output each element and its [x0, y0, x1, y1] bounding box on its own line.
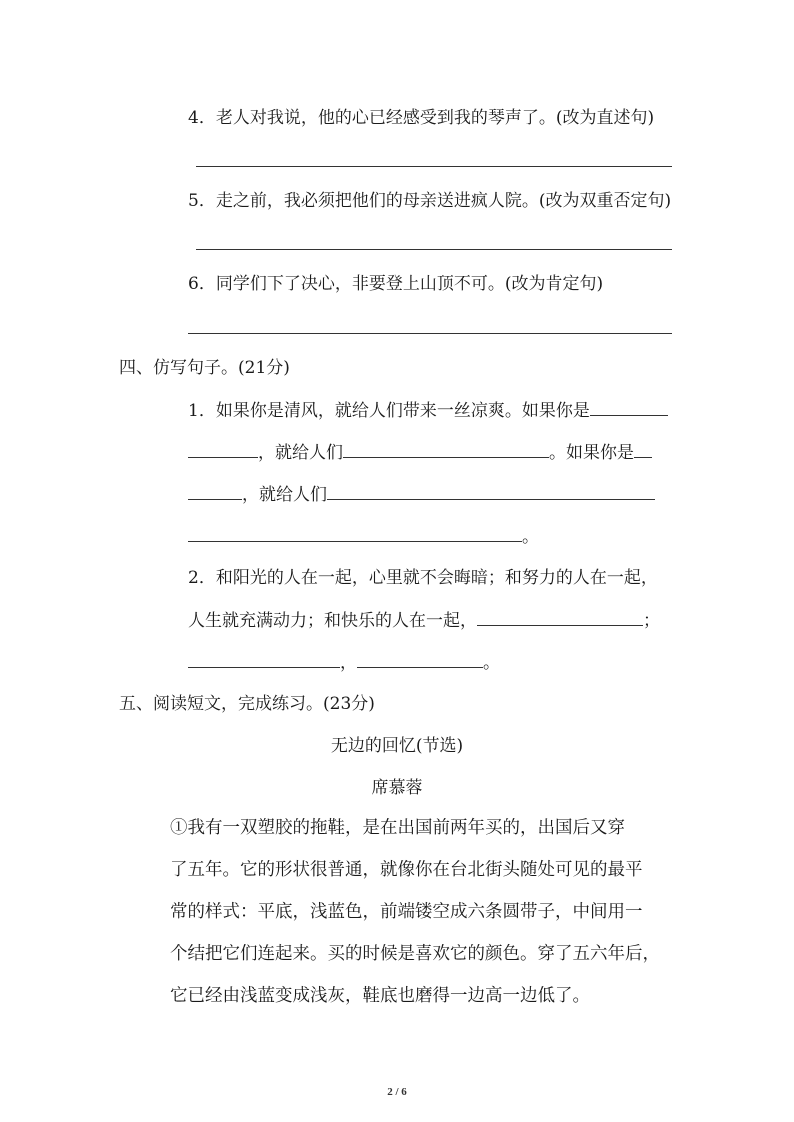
- article-title-note: (节选): [415, 736, 464, 756]
- imitation-q2-text3mid: ，: [340, 653, 357, 673]
- section-4-heading: 四、仿写句子。(21分): [119, 358, 290, 378]
- imitation-q1-text2a: ，就给人们: [258, 443, 343, 463]
- answer-line-5[interactable]: [196, 249, 672, 250]
- question-5: 5．走之前，我必须把他们的母亲送进疯人院。(改为双重否定句): [188, 191, 672, 211]
- imitation-q1-blank4b[interactable]: [188, 524, 522, 542]
- paragraph-line: 个结把它们连起来。买的时候是喜欢它的颜色。穿了五六年后，: [170, 944, 660, 964]
- imitation-q2-blank3[interactable]: [357, 650, 483, 668]
- imitation-q2-text2a: 人生就充满动力；和快乐的人在一起，: [188, 611, 477, 631]
- imitation-q2-line3: [188, 650, 500, 675]
- imitation-q1-blank4a[interactable]: [327, 482, 655, 500]
- imitation-q1-text3a: ，就给人们: [242, 485, 327, 505]
- imitation-q2-line2: [188, 608, 660, 633]
- imitation-q2-blank2[interactable]: [188, 650, 340, 668]
- imitation-q1-line3: [188, 482, 655, 507]
- imitation-q1-text1: 1．如果你是清风，就给人们带来一丝凉爽。如果你是: [188, 401, 590, 421]
- article-title: [0, 734, 794, 758]
- imitation-q1-line1: [188, 398, 668, 423]
- answer-line-6[interactable]: [188, 333, 672, 334]
- imitation-q1-blank1a[interactable]: [590, 398, 668, 416]
- page-number: 2 / 6: [387, 1086, 407, 1098]
- article-author: 席慕蓉: [371, 778, 423, 798]
- paragraph-line: 了五年。它的形状很普通，就像你在台北街头随处可见的最平: [170, 860, 643, 880]
- imitation-q2-blank1[interactable]: [477, 608, 643, 626]
- imitation-q1-line2: [188, 440, 652, 465]
- answer-line-4[interactable]: [196, 166, 672, 167]
- imitation-q1-blank3a[interactable]: [634, 440, 652, 458]
- section-5-heading: 五、阅读短文，完成练习。(23分): [119, 694, 375, 714]
- question-4: 4．老人对我说，他的心已经感受到我的琴声了。(改为直述句): [188, 108, 655, 128]
- imitation-q1-blank3b[interactable]: [188, 482, 242, 500]
- imitation-q2-text2end: ；: [643, 611, 660, 631]
- article-title-main: 无边的回忆: [330, 736, 416, 756]
- paragraph-line: 常的样式：平底，浅蓝色，前端镂空成六条圆带子，中间用一: [170, 902, 643, 922]
- paragraph-line: ①我有一双塑胶的拖鞋，是在出国前两年买的，出国后又穿: [170, 818, 625, 838]
- question-6: 6．同学们下了决心，非要登上山顶不可。(改为肯定句): [188, 274, 604, 294]
- imitation-q2-line1: 2．和阳光的人在一起，心里就不会晦暗；和努力的人在一起，: [188, 568, 658, 588]
- imitation-q1-line4: [188, 524, 539, 549]
- imitation-q1-text2b: 。如果你是: [549, 443, 634, 463]
- paragraph-line: 它已经由浅蓝变成浅灰，鞋底也磨得一边高一边低了。: [170, 986, 590, 1006]
- imitation-q2-text3end: 。: [483, 653, 500, 673]
- imitation-q1-blank1b[interactable]: [188, 440, 258, 458]
- imitation-q1-text4end: 。: [522, 527, 539, 547]
- imitation-q1-blank2[interactable]: [343, 440, 549, 458]
